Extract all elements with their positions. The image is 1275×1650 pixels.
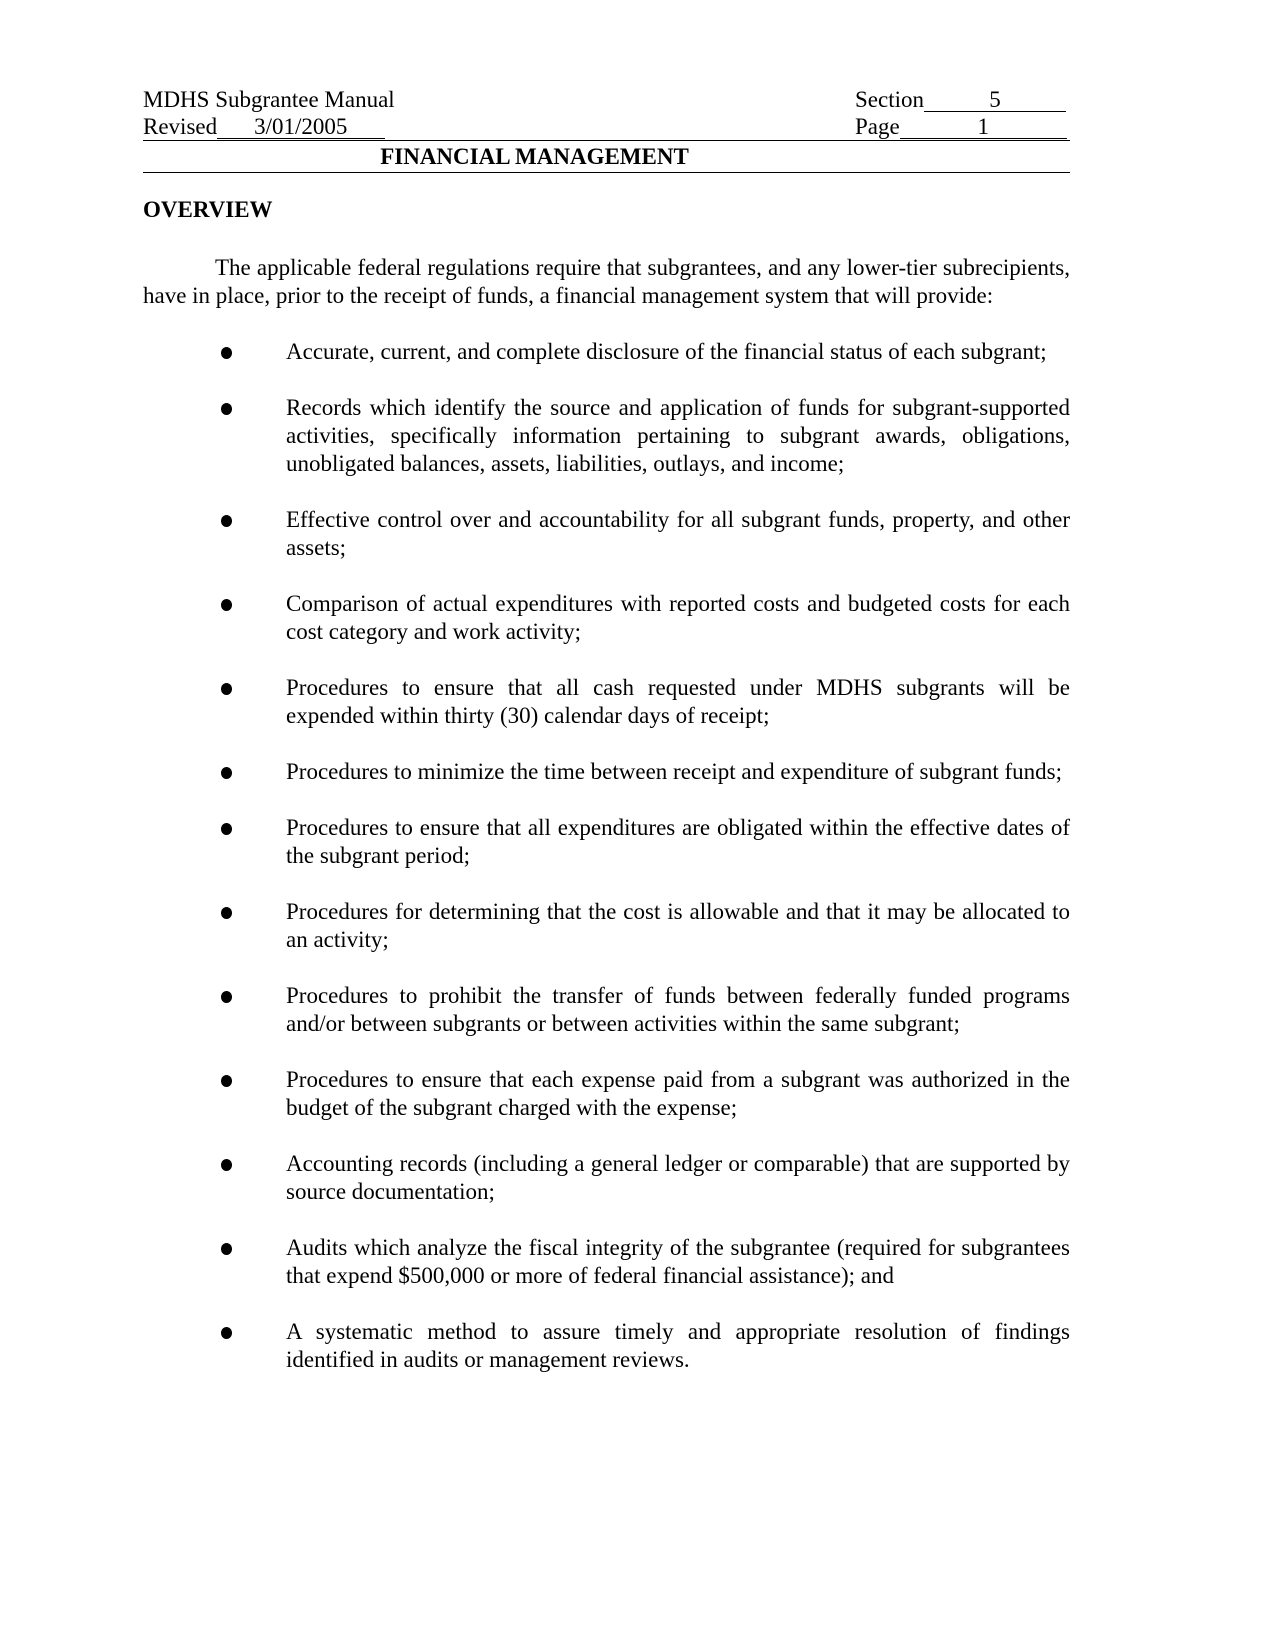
chapter-title: FINANCIAL MANAGEMENT — [380, 144, 689, 169]
section-heading: OVERVIEW — [143, 197, 273, 222]
list-item-text: Effective control over and accountability for all subgrant funds, property, and other assets; — [286, 507, 1070, 560]
bullet-icon — [221, 907, 232, 919]
list-item — [143, 982, 1070, 1038]
list-item-text: Comparison of actual expenditures with reported costs and budgeted costs for each cost category and work activity; — [286, 591, 1070, 644]
list-item-text: A systematic method to assure timely and appropriate resolution of findings identified in audits or management reviews. — [286, 1319, 1070, 1372]
list-item-text: Procedures to prohibit the transfer of funds between federally funded programs and/or between subgrants or between activities within the same subgrant; — [286, 983, 1070, 1036]
list-item — [143, 674, 1070, 730]
bullet-icon — [221, 1075, 232, 1087]
header-divider — [143, 140, 1070, 141]
page-field — [855, 113, 1067, 140]
list-item — [143, 1066, 1070, 1122]
manual-title: MDHS Subgrantee Manual — [143, 87, 395, 112]
list-item-text: Procedures to minimize the time between receipt and expenditure of subgrant funds; — [286, 759, 1063, 784]
intro-text: The applicable federal regulations require that subgrantees, and any lower-tier subrecipients, have in place, prior to the receipt of funds, a financial management system that will provide: — [143, 255, 1070, 308]
list-item-text: Audits which analyze the fiscal integrity of the subgrantee (required for subgrantees that expend $500,000 or more of federal financial assistance); and — [286, 1235, 1070, 1288]
header-row-1 — [143, 86, 1070, 113]
bullet-icon — [221, 515, 232, 527]
list-item — [143, 338, 1070, 366]
bullet-icon — [221, 347, 232, 359]
revised-field — [143, 113, 385, 140]
list-item-text: Accounting records (including a general ledger or comparable) that are supported by source documentation; — [286, 1151, 1070, 1204]
revised-date: 3/01/2005 — [217, 116, 385, 139]
list-item — [143, 898, 1070, 954]
list-item — [143, 1318, 1070, 1374]
chapter-title-bar — [143, 142, 1070, 173]
bullet-icon — [221, 823, 232, 835]
intro-paragraph — [143, 254, 1070, 310]
list-item — [143, 1150, 1070, 1206]
list-item-text: Records which identify the source and application of funds for subgrant-supported activities, specifically information pertaining to subgrant awards, obligations, unobligated balances, assets, liabilities, outlays, and income; — [286, 395, 1070, 476]
bullet-icon — [221, 599, 232, 611]
list-item-text: Procedures to ensure that all expenditures are obligated within the effective dates of the subgrant period; — [286, 815, 1070, 868]
header-row-2 — [143, 113, 1070, 140]
list-item-text: Accurate, current, and complete disclosure of the financial status of each subgrant; — [286, 339, 1047, 364]
page-number: 1 — [900, 116, 1067, 139]
bullet-icon — [221, 1243, 232, 1255]
list-item — [143, 758, 1070, 786]
page-label: Page — [855, 114, 900, 139]
bullet-icon — [221, 1159, 232, 1171]
requirements-list — [143, 338, 1070, 1402]
bullet-icon — [221, 767, 232, 779]
list-item — [143, 1234, 1070, 1290]
bullet-icon — [221, 1327, 232, 1339]
bullet-icon — [221, 683, 232, 695]
list-item — [143, 506, 1070, 562]
list-item-text: Procedures to ensure that each expense paid from a subgrant was authorized in the budget of the subgrant charged with the expense; — [286, 1067, 1070, 1120]
section-value: 5 — [924, 89, 1066, 112]
revised-label: Revised — [143, 114, 218, 139]
list-item-text: Procedures for determining that the cost is allowable and that it may be allocated to an activity; — [286, 899, 1070, 952]
list-item — [143, 590, 1070, 646]
list-item — [143, 814, 1070, 870]
bullet-icon — [221, 403, 232, 415]
section-field — [855, 86, 1066, 113]
list-item — [143, 394, 1070, 478]
document-page — [143, 86, 1070, 1372]
bullet-icon — [221, 991, 232, 1003]
section-label: Section — [855, 87, 924, 112]
list-item-text: Procedures to ensure that all cash requested under MDHS subgrants will be expended within thirty (30) calendar days of receipt; — [286, 675, 1070, 728]
